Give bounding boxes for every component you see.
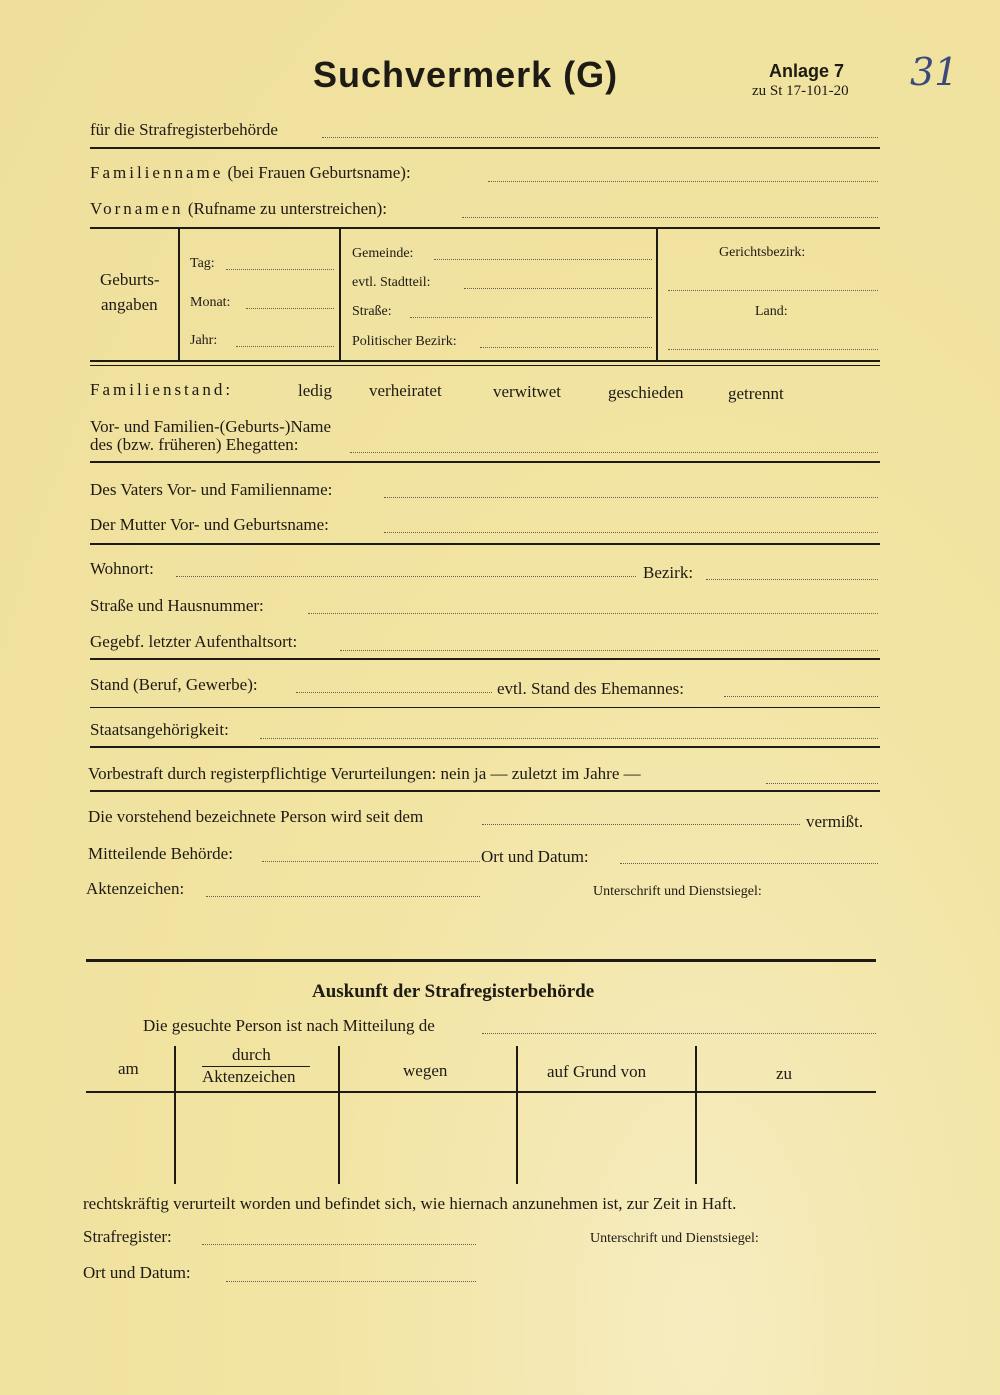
vornamen-label xyxy=(90,199,387,219)
vermisst-unterschrift-label: Unterschrift und Dienstsiegel: xyxy=(593,884,762,899)
stadtteil-field[interactable] xyxy=(464,288,652,289)
hausnummer-field[interactable] xyxy=(308,613,878,614)
divider xyxy=(90,658,880,660)
familienstand-option[interactable]: verwitwet xyxy=(493,382,561,401)
jahr-label: Jahr: xyxy=(190,333,218,348)
divider xyxy=(90,365,880,366)
col-aktenzeichen: Aktenzeichen xyxy=(202,1067,296,1086)
gerichtsbezirk-field[interactable] xyxy=(668,290,878,291)
vornamen-rest: (Rufname zu unterstreichen): xyxy=(187,199,388,218)
rechtskraeftig-text: rechtskräftig verurteilt worden und befindet sich, wie hiernach anzunehmen ist, zur Zeit in Haft. xyxy=(83,1194,737,1213)
table-line xyxy=(174,1046,176,1184)
familienstand-option[interactable]: verheiratet xyxy=(369,381,442,400)
ehemann-label: evtl. Stand des Ehemannes: xyxy=(497,679,684,698)
reference-number: zu St 17-101-20 xyxy=(752,83,849,99)
divider xyxy=(90,227,880,229)
aufenthalt-label: Gegebf. letzter Aufenthaltsort: xyxy=(90,632,298,651)
col-auf-grund-von: auf Grund von xyxy=(547,1062,647,1081)
staat-label: Staatsangehörigkeit: xyxy=(90,720,229,739)
stadtteil-label: evtl. Stadtteil: xyxy=(352,275,431,290)
divider xyxy=(90,543,880,545)
familienname-spaced: Familienname xyxy=(90,163,224,182)
behoerde-label: für die Strafregisterbehörde xyxy=(90,120,278,139)
box-line xyxy=(656,229,658,361)
aktenzeichen-label: Aktenzeichen: xyxy=(86,879,185,898)
gemeinde-label: Gemeinde: xyxy=(352,246,414,261)
gemeinde-field[interactable] xyxy=(434,259,652,260)
divider xyxy=(90,746,880,748)
bezirk-field[interactable] xyxy=(706,579,878,580)
gerichtsbezirk-label: Gerichtsbezirk: xyxy=(719,245,806,260)
aktenzeichen-field[interactable] xyxy=(206,896,480,897)
staat-field[interactable] xyxy=(260,738,878,739)
familienname-field[interactable] xyxy=(488,181,878,182)
mitteilung-field[interactable] xyxy=(482,1033,876,1034)
familienname-rest: (bei Frauen Geburtsname): xyxy=(227,163,411,182)
jahr-field[interactable] xyxy=(236,346,334,347)
geburts-label-1: Geburts- xyxy=(100,270,160,289)
monat-label: Monat: xyxy=(190,295,231,310)
ehegatte-label-1: Vor- und Familien-(Geburts-)Name xyxy=(90,417,332,436)
vornamen-field[interactable] xyxy=(462,217,878,218)
familienstand-option[interactable]: ledig xyxy=(298,381,332,400)
auskunft-unterschrift-label: Unterschrift und Dienstsiegel: xyxy=(590,1231,759,1246)
auskunft-heading: Auskunft der Strafregisterbehörde xyxy=(312,981,595,1002)
mitteilung-label: Die gesuchte Person ist nach Mitteilung de xyxy=(143,1016,435,1035)
tag-label: Tag: xyxy=(190,256,215,271)
familienstand-option[interactable]: geschieden xyxy=(608,383,684,402)
vorbestraft-label: Vorbestraft durch registerpflichtige Verurteilungen: nein ja — zuletzt im Jahre — xyxy=(88,764,641,783)
ehemann-field[interactable] xyxy=(724,696,878,697)
page-title: Suchvermerk (G) xyxy=(313,54,619,95)
divider xyxy=(90,147,880,149)
box-line xyxy=(178,229,180,361)
col-am: am xyxy=(118,1059,139,1078)
vermisst-text: Die vorstehend bezeichnete Person wird seit dem xyxy=(88,807,424,826)
strafregister-label: Strafregister: xyxy=(83,1227,172,1246)
wohnort-field[interactable] xyxy=(176,576,636,577)
table-header-rule xyxy=(86,1091,876,1093)
divider xyxy=(90,461,880,463)
monat-field[interactable] xyxy=(246,308,334,309)
geburt-strasse-field[interactable] xyxy=(410,317,652,318)
land-field[interactable] xyxy=(668,349,878,350)
familienname-label xyxy=(90,163,411,183)
vermisst-field[interactable] xyxy=(482,824,800,825)
vorbestraft-field[interactable] xyxy=(766,783,878,784)
table-line xyxy=(695,1046,697,1184)
mutter-label: Der Mutter Vor- und Geburtsname: xyxy=(90,515,329,534)
vermisst-ort-datum-label: Ort und Datum: xyxy=(481,847,589,866)
divider xyxy=(90,790,880,792)
auskunft-ort-datum-field[interactable] xyxy=(226,1281,476,1282)
box-line xyxy=(339,229,341,361)
strafregister-field[interactable] xyxy=(202,1244,476,1245)
anlage-label: Anlage 7 xyxy=(769,61,845,81)
aufenthalt-field[interactable] xyxy=(340,650,878,651)
tag-field[interactable] xyxy=(226,269,334,270)
vater-field[interactable] xyxy=(384,497,878,498)
bezirk-label: Bezirk: xyxy=(643,563,694,582)
col-wegen: wegen xyxy=(403,1061,448,1080)
geburts-label-2: angaben xyxy=(101,295,158,314)
ehegatte-field[interactable] xyxy=(350,452,878,453)
familienstand-label: Familienstand: xyxy=(90,380,234,399)
politischer-bezirk-field[interactable] xyxy=(480,347,652,348)
land-label: Land: xyxy=(755,304,788,319)
table-line xyxy=(516,1046,518,1184)
politischer-bezirk-label: Politischer Bezirk: xyxy=(352,334,457,349)
familienstand-option[interactable]: getrennt xyxy=(728,384,784,403)
behoerde-field[interactable] xyxy=(322,137,878,138)
table-line xyxy=(338,1046,340,1184)
vermisst-suffix: vermißt. xyxy=(806,812,864,831)
col-durch: durch xyxy=(232,1045,271,1064)
beruf-label: Stand (Beruf, Gewerbe): xyxy=(90,675,258,694)
vornamen-spaced: Vornamen xyxy=(90,199,184,218)
mutter-field[interactable] xyxy=(384,532,878,533)
mitteilende-behoerde-field[interactable] xyxy=(262,861,480,862)
vermisst-ort-datum-field[interactable] xyxy=(620,863,878,864)
auskunft-ort-datum-label: Ort und Datum: xyxy=(83,1263,191,1282)
section-divider xyxy=(86,959,876,962)
handwritten-number: 31 xyxy=(910,50,959,94)
mitteilende-behoerde-label: Mitteilende Behörde: xyxy=(88,844,233,863)
wohnort-label: Wohnort: xyxy=(90,559,154,578)
divider xyxy=(90,707,880,708)
ehegatte-label-2: des (bzw. früheren) Ehegatten: xyxy=(90,435,299,454)
col-zu: zu xyxy=(776,1064,793,1083)
beruf-field[interactable] xyxy=(296,692,492,693)
geburt-strasse-label: Straße: xyxy=(352,304,392,319)
hausnummer-label: Straße und Hausnummer: xyxy=(90,596,264,615)
divider xyxy=(90,360,880,362)
vater-label: Des Vaters Vor- und Familienname: xyxy=(90,480,333,499)
